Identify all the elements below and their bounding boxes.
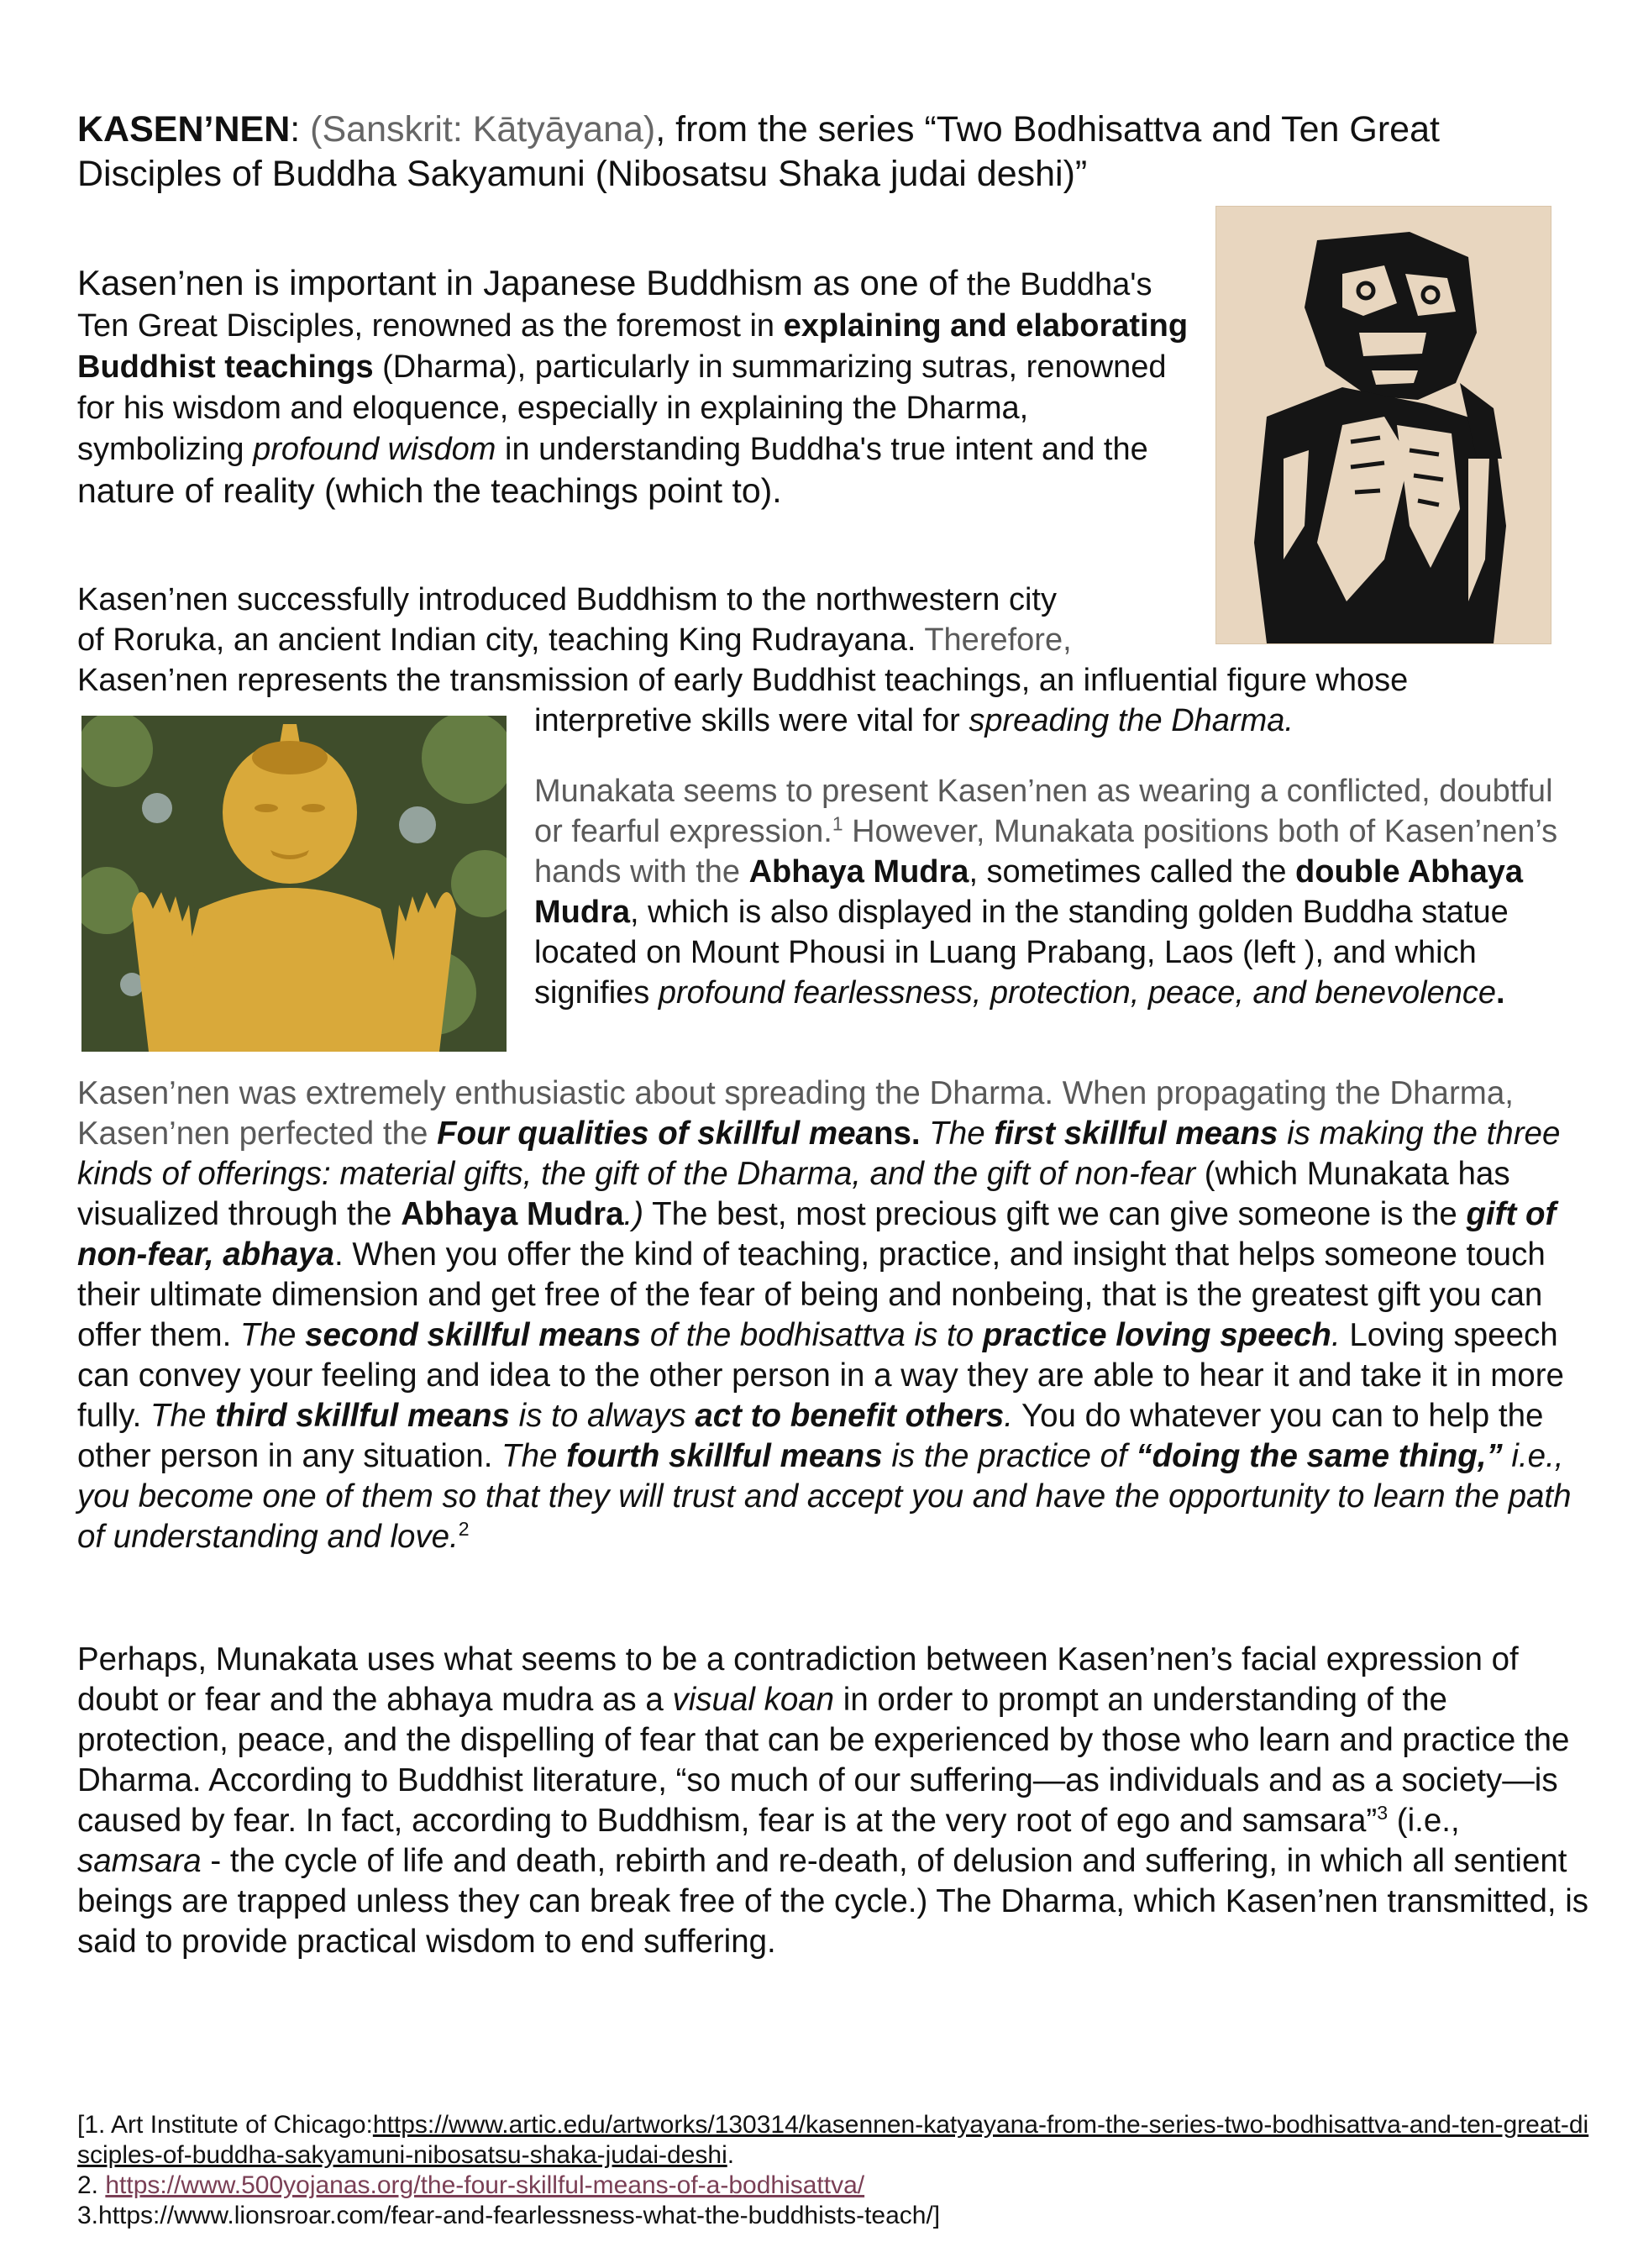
intro-text-c: in understanding Buddha's true intent and the xyxy=(496,432,1148,467)
intro-text-b: (Dharma), particularly in summarizing sutras, renowned for his wisdom and eloquence, especially in explaining the Dharma, symbolizing xyxy=(77,349,1167,467)
means-bi-8: fourth skillful means xyxy=(566,1438,883,1474)
title-colon: : xyxy=(290,109,311,150)
means-text-c: . When you offer the kind of teaching, practice, and insight that helps someone touch their ultimate dimension and get free of the fear of being and nonbeing, that is the greatest gift you can offer them. xyxy=(77,1236,1546,1353)
footnote-1-label: [1. Art Institute of Chicago: xyxy=(77,2111,373,2139)
mudra-paragraph xyxy=(534,771,1576,1013)
means-i-12: i.e., you become one of them so that they will trust and accept you and have the opportunity to learn the path of understanding and love. xyxy=(77,1438,1572,1555)
koan-text-b: in order to prompt an understanding of the protection, peace, and the dispelling of fear that can be experienced by those who learn and practice the Dharma. According to Buddhist literature, “so much of our suffering—as individuals and as a society—is caused by fear. In fact, according to Buddhism, fear is at the very root of ego and samsara” xyxy=(77,1682,1570,1839)
mudra-gray-a: Munakata seems to present Kasen’nen as wearing a conflicted, doubtful or fearful expression. xyxy=(534,774,1553,849)
means-text-a: (which Munakata has visualized through the xyxy=(77,1156,1510,1232)
roruka-therefore: Therefore, xyxy=(916,622,1072,658)
intro-text-a: the Buddha's Ten Great Disciples, renowned as the foremost in xyxy=(77,267,1152,344)
mudra-end: . xyxy=(1495,975,1505,1011)
means-i-11: is the practice of xyxy=(882,1438,1137,1474)
intro-paragraph xyxy=(77,262,1194,513)
roruka-line1: Kasen’nen successfully introduced Buddhism to the northwestern city xyxy=(77,582,1057,617)
title-name: KASEN’NEN xyxy=(77,109,291,150)
means-i-10: The xyxy=(501,1438,567,1474)
kasennen-woodblock-print xyxy=(1215,206,1551,644)
mudra-text-a: , sometimes called the xyxy=(969,854,1296,890)
roruka-line4: interpretive skills were vital for xyxy=(534,703,969,738)
means-text-b: The best, most precious gift we can give someone is the xyxy=(643,1196,1467,1232)
intro-bold: explaining and elaborating Buddhist teachings xyxy=(77,308,1189,385)
means-bi-6: third skillful means xyxy=(215,1398,510,1434)
title-line2: Disciples of Buddha Sakyamuni (Nibosatsu Shaka judai deshi)” xyxy=(77,154,1088,194)
means-i-8: is to always xyxy=(509,1398,696,1434)
koan-paragraph xyxy=(77,1640,1589,1962)
title-sanskrit: (Sanskrit: Kātyāyana) xyxy=(310,109,656,150)
intro-italic: profound wisdom xyxy=(253,432,496,467)
page-title xyxy=(77,108,1572,197)
skillful-means-paragraph xyxy=(77,1074,1589,1557)
intro-tail: nature of reality (which the teachings point to). xyxy=(77,471,782,510)
means-bi-3: gift of non-fear, abhaya xyxy=(77,1196,1557,1273)
means-i-1: The xyxy=(920,1116,995,1152)
koan-text-d: - the cycle of life and death, rebirth and re-death, of delusion and suffering, in which all sentient beings are trapped unless they can break free of the cycle.) The Dharma, which Kasen’nen transmitted, is said to provide practical wisdom to end suffering. xyxy=(77,1843,1589,1960)
means-bold-1: Abhaya Mudra xyxy=(401,1196,624,1232)
footnote-1 xyxy=(77,2110,1589,2171)
footnote-1-link[interactable]: https://www.artic.edu/artworks/130314/kasennen-katyayana-from-the-series-two-bodhisattva-and-ten-great-disciples-of-buddha-sakyamuni-nibosatsu-shaka-judai-deshi xyxy=(77,2111,1589,2169)
roruka-line2: of Roruka, an ancient Indian city, teaching King Rudrayana. xyxy=(77,622,916,658)
koan-text-a: Perhaps, Munakata uses what seems to be a contradiction between Kasen’nen’s facial expression of doubt or fear and the abhaya mudra as a xyxy=(77,1641,1519,1718)
footnote-ref-1: 1 xyxy=(832,812,843,835)
footnotes xyxy=(77,2110,1589,2231)
means-i-7: The xyxy=(150,1398,216,1434)
mudra-italic: profound fearlessness, protection, peace, and benevolence xyxy=(658,975,1496,1011)
roruka-line3: Kasen’nen represents the transmission of early Buddhist teachings, an influential figure whose xyxy=(77,663,1409,698)
means-bi-1: Four qualities of skillful mea xyxy=(437,1116,874,1152)
intro-lead: Kasen’nen is important in Japanese Buddhism as one of xyxy=(77,263,958,302)
means-text-d: Loving speech can convey your feeling and idea to the other person in a way they are able to hear it and take it in more fully. xyxy=(77,1317,1564,1434)
footnote-2-link[interactable]: https://www.500yojanas.org/the-four-skillful-means-of-a-bodhisattva/ xyxy=(105,2171,865,2199)
means-i-3: .) xyxy=(623,1196,644,1232)
means-bi-9: “doing the same thing,” xyxy=(1136,1438,1503,1474)
means-text-e: You do whatever you can to help the other person in any situation. xyxy=(77,1398,1544,1474)
mudra-bold-a: Abhaya Mudra xyxy=(748,854,969,890)
means-i-6: . xyxy=(1331,1317,1341,1353)
means-i-2: is making the three kinds of offerings: material gifts, the gift of the Dharma, and the gift of non-fear xyxy=(77,1116,1561,1192)
mudra-text-b: , which is also displayed in the standing golden Buddha statue located on Mount Phousi in Luang Prabang, Laos (left ), and which signifies xyxy=(534,895,1509,1011)
means-bi-5: practice loving speech xyxy=(982,1317,1331,1353)
koan-italic-1: visual koan xyxy=(672,1682,835,1718)
roruka-italic: spreading the Dharma. xyxy=(969,703,1294,738)
footnote-3: 3.https://www.lionsroar.com/fear-and-fearlessness-what-the-buddhists-teach/] xyxy=(77,2202,941,2229)
koan-italic-2: samsara xyxy=(77,1843,202,1879)
footnote-2 xyxy=(77,2171,1589,2201)
means-i-9: . xyxy=(1004,1398,1013,1434)
means-i-5: of the bodhisattva is to xyxy=(641,1317,983,1353)
means-i-4: The xyxy=(240,1317,306,1353)
means-bi-7: act to benefit others xyxy=(695,1398,1005,1434)
footnote-2-label: 2. xyxy=(77,2171,106,2199)
means-gray: Kasen’nen was extremely enthusiastic about spreading the Dharma. When propagating the Dharma, Kasen’nen perfected the xyxy=(77,1075,1514,1152)
koan-text-c: (i.e., xyxy=(1388,1803,1460,1839)
mudra-bold-b: double Abhaya Mudra xyxy=(534,854,1524,930)
means-bold-ns: ns. xyxy=(873,1116,921,1152)
means-bi-2: first skillful means xyxy=(994,1116,1278,1152)
title-rest: , from the series “Two Bodhisattva and Ten Great xyxy=(655,109,1440,150)
footnote-1-end: . xyxy=(727,2141,735,2169)
footnote-ref-3: 3 xyxy=(1377,1802,1389,1824)
means-bi-4: second skillful means xyxy=(305,1317,642,1353)
mudra-gray-b: However, Munakata positions both of Kasen’nen’s hands with the xyxy=(534,814,1558,890)
footnote-ref-2: 2 xyxy=(458,1518,470,1541)
golden-buddha-photo xyxy=(81,716,507,1052)
